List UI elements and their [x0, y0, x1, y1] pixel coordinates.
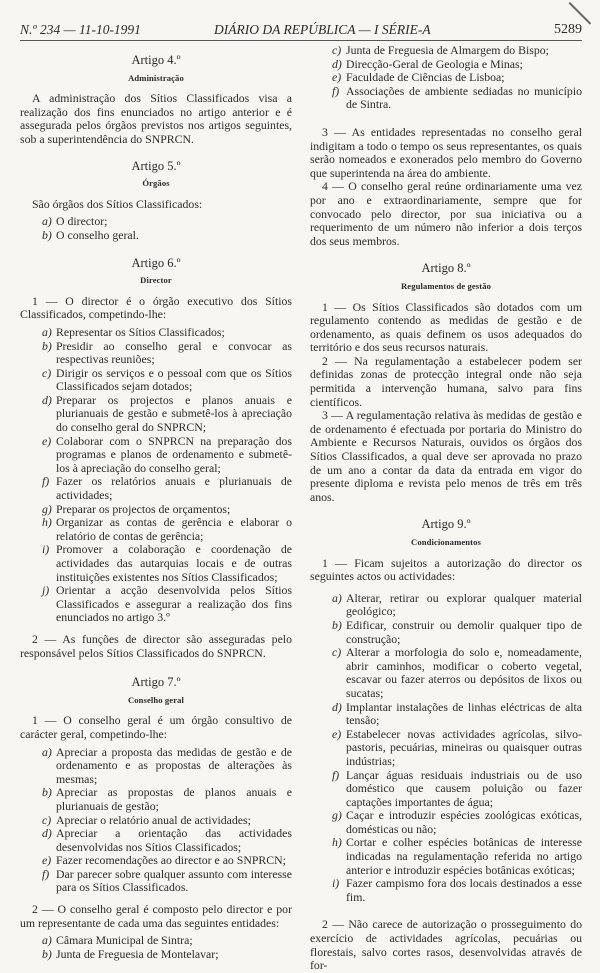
list-item: h) Organizar as contas de gerência e elaborar o relatório de contas de gerência;: [42, 515, 292, 543]
issue-number-date: N.º 234 — 11-10-1991: [20, 22, 141, 37]
article-paragraph: A administração dos Sítios Classificados visa a realização dos fins enunciados no artigo anterior e é assegurada pelos órgãos previstos nos artigos seguintes, sob a superintendência do SNPRCN.: [20, 91, 292, 146]
list-item: a) Representar os Sítios Classificados;: [42, 324, 225, 339]
list-item: j) Orientar a acção desenvolvida pelos Sítios Classificados e assegurar a realização dos fins enunciados no artigo 3.º: [42, 583, 292, 625]
article-paragraph: 2 — O conselho geral é composto pelo director e por um representante de cada uma das seguintes entidades:: [20, 902, 292, 930]
list-item: e) Estabelecer novas actividades agrícolas, silvo-pastoris, pecuárias, mineiras ou quaisquer outras indústrias;: [332, 726, 582, 768]
article-8: [310, 262, 582, 504]
list: [310, 592, 582, 905]
article-6: [20, 257, 292, 661]
article-paragraph: 2 — Na regulamentação a estabelecer podem ser definidas zonas de protecção integral onde não seja permitida a intervenção humana, salvo para fins científicos.: [310, 353, 582, 409]
article-title: Artigo 4.º: [131, 53, 181, 67]
list-item: i) Promover a colaboração e coordenação de actividades das autarquias locais e de outras instituições existentes nos Sítios Classificados;: [42, 542, 292, 584]
list-item: i) Fazer campismo fora dos locais destinados a esse fim.: [332, 876, 582, 904]
list-item: a) O director;: [42, 214, 108, 229]
article-subtitle: Condicionamentos: [411, 537, 481, 547]
page-header: [20, 22, 582, 38]
header-rule: [20, 40, 582, 41]
right-column: [310, 44, 582, 973]
article-9: [310, 518, 582, 972]
list-item: h) Cortar e colher espécies botânicas de interesse indicadas na regulamentação referida no artigo anterior e introduzir espécies botânicas exóticas;: [332, 835, 582, 877]
article-title: Artigo 9.º: [421, 517, 471, 532]
entities-list: [310, 44, 582, 112]
list-item-label: a): [42, 214, 52, 229]
article-title: Artigo 6.º: [131, 255, 181, 270]
article-paragraph: 4 — O conselho geral reúne ordinariamente uma vez por ano e extraordinariamente, sempre que for convocado pelo director, por sua iniciativa ou a requerimento de um número não inferior a dois terços dos seus membros.: [310, 179, 582, 248]
list-item: g) Preparar os projectos de orçamentos;: [42, 501, 231, 516]
article-4: [20, 54, 292, 147]
list-item-label: b): [42, 227, 52, 242]
list: [20, 326, 292, 625]
list-item: d) Implantar instalações de linhas eléctricas de alta tensão;: [332, 699, 582, 728]
article-paragraph: 1 — Os Sítios Classificados são dotados com um regulamento contendo as medidas de gestão e de ordenamento, as quais definem os usos adequados do território e dos seus recursos naturais.: [310, 299, 582, 355]
article-title: Artigo 5.º: [131, 158, 181, 173]
list-item: f) Dar parecer sobre qualquer assunto com interesse para os Sítios Classificados.: [42, 866, 292, 895]
list-item: b) Junta de Freguesia de Montelavar;: [42, 946, 219, 961]
list-item: a) Câmara Municipal de Sintra;: [42, 933, 193, 948]
list-item: a) Apreciar a proposta das medidas de gestão e de ordenamento e as propostas de alterações às mesmas;: [42, 744, 292, 786]
list-item: c) Dirigir os serviços e o pessoal com que os Sítios Classificados sejam dotados;: [42, 365, 292, 394]
list-item: c) Alterar a morfologia do solo e, nomeadamente, abrir caminhos, modificar o coberto vegetal, escavar ou fazer aterros ou depósitos de lixos ou sucatas;: [332, 645, 582, 700]
article-paragraph: 1 — Ficam sujeitos a autorização do director os seguintes actos ou actividades:: [310, 555, 582, 584]
article-subtitle: Administração: [128, 72, 184, 83]
list-item: c) Apreciar o relatório anual de actividades;: [42, 812, 251, 827]
list-item: c) Junta de Freguesia de Almargem do Bispo;: [332, 43, 549, 57]
list-item: a) Alterar, retirar ou explorar qualquer material geológico;: [332, 590, 582, 619]
article-7-continued: [310, 44, 582, 248]
publication-title: DIÁRIO DA REPÚBLICA — I SÉRIE-A: [214, 22, 431, 37]
article-paragraph: 2 — As funções de director são asseguradas pelo responsável pelos Sítios Classificados do SNPRCN.: [20, 631, 292, 660]
list: [20, 215, 292, 242]
list: [20, 746, 292, 896]
list-item: f) Associações de ambiente sediadas no município de Sintra.: [332, 83, 582, 112]
left-column: [20, 46, 292, 961]
list-item: b) O conselho geral.: [42, 227, 139, 242]
list-item: b) Apreciar as propostas de planos anuais e plurianuais de gestão;: [42, 785, 292, 813]
article-subtitle: Regulamentos de gestão: [400, 280, 492, 291]
list-item: e) Faculdade de Ciências de Lisboa;: [332, 70, 505, 85]
article-paragraph: 1 — O director é o órgão executivo dos Sítios Classificados, competindo-lhe:: [20, 293, 292, 322]
article-paragraph: 2 — Não carece de autorização o prosseguimento do exercício de actividades agrícolas, pecuárias ou florestais, salvo cortes rasos, desenvolvidas através de for-: [310, 917, 582, 973]
list-item: d) Direcção-Geral de Geologia e Minas;: [332, 56, 523, 71]
list-item: d) Preparar os projectos e planos anuais e plurianuais de gestão e submetê-los à apreciação do conselho geral do SNPRCN;: [42, 392, 292, 435]
list-item: d) Apreciar a orientação das actividades desenvolvidas nos Sítios Classificados;: [42, 826, 292, 854]
page-number: 5289: [554, 22, 582, 37]
article-subtitle: Director: [140, 275, 172, 286]
list-item: b) Presidir ao conselho geral e convocar as respectivas reuniões;: [42, 338, 292, 367]
article-title: Artigo 8.º: [421, 261, 471, 276]
article-5: [20, 160, 292, 243]
article-paragraph: 3 — As entidades representadas no conselho geral indigitam a todo o tempo os seus representantes, os quais serão nomeados e exonerados pelo membro do Governo que superintenda na área do ambiente.: [310, 124, 582, 180]
article-paragraph: São órgãos dos Sítios Classificados:: [32, 196, 203, 211]
list-item: f) Fazer os relatórios anuais e plurianuais de actividades;: [42, 474, 292, 503]
list-item: e) Colaborar com o SNPRCN na preparação dos programas e planos de ordenamento e submetê-los à apreciação do conselho geral;: [42, 433, 292, 475]
article-paragraph: 1 — O conselho geral é um órgão consultivo de carácter geral, competindo-lhe:: [20, 713, 292, 741]
entities-list: [20, 934, 292, 961]
list-item: g) Caçar e introduzir espécies zoológicas exóticas, domésticas ou não;: [332, 808, 582, 836]
article-title: Artigo 7.º: [131, 675, 181, 690]
list-item: b) Edificar, construir ou demolir qualquer tipo de construção;: [332, 617, 582, 646]
article-7: [20, 676, 292, 961]
article-subtitle: Órgãos: [142, 178, 170, 189]
article-paragraph: 3 — A regulamentação relativa às medidas de gestão e de ordenamento é efectuada por portaria do Ministro do Ambiente e Recursos Naturais, ouvidos os órgãos dos Sítios Classificados, a qual deve ser aprovada no prazo de um ano a contar da data da entrada em vigor do presente diploma e revista pelo menos de três em três anos.: [310, 408, 582, 504]
article-subtitle: Conselho geral: [127, 694, 185, 705]
list-item: e) Fazer recomendações ao director e ao SNPRCN;: [42, 853, 286, 868]
list-item: f) Lançar águas residuais industriais ou de uso doméstico que causem poluição ou fazer captações importantes de água;: [332, 767, 582, 809]
